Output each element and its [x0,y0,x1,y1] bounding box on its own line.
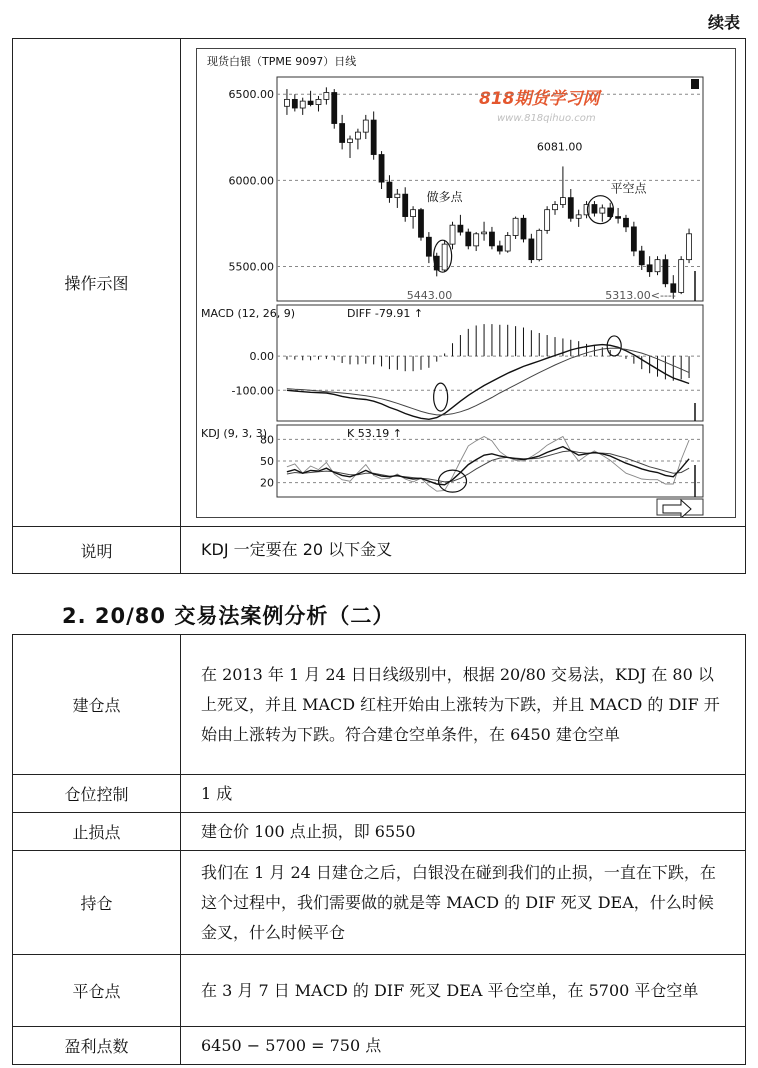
candle-body [379,154,384,182]
candle-body [631,226,636,250]
stoploss-text: 建仓价 100 点止损，即 6550 [181,813,746,851]
high-price-label: 6081.00 [536,139,583,153]
kdj-tick-label: 20 [260,476,274,490]
candle-body [663,259,668,283]
low-price-label: 5313.00<---- [605,288,676,302]
candle-body [568,197,573,218]
note-text: KDJ 一定要在 20 以下金叉 [181,527,746,574]
row-label-stoploss: 止损点 [13,813,181,851]
kdj-k-line [287,446,689,484]
candle-body [292,99,297,108]
section-title: 2. 20/80 交易法案例分析（二） [62,604,395,628]
row-label-holding: 持仓 [13,851,181,955]
price-tick-label: 6000.00 [228,173,274,187]
row-label-position: 仓位控制 [13,775,181,813]
candle-body [600,207,605,212]
candle-body [560,197,565,204]
candle-body [655,259,660,271]
table-row [13,813,746,851]
kdj-tick-label: 50 [260,454,274,468]
candle-body [450,225,455,244]
entry-text: 在 2013 年 1 月 24 日日线级别中，根据 20/80 交易法，KDJ 在 80 以上死叉，并且 MACD 红柱开始由上涨转为下跌，并且 MACD 的 DIF 开始由上涨转为下跌。符合建仓空单条件，在 6450 建仓空单 [181,635,746,775]
candle-body [332,92,337,123]
row-label-chart: 操作示图 [13,39,181,527]
candle-body [623,218,628,227]
table-row [13,635,746,775]
candle-body [442,244,447,270]
watermark-url: www.818qihuo.com [497,112,596,124]
position-text: 1 成 [181,775,746,813]
candle-body [403,194,408,216]
candle-body [371,120,376,154]
kdj-d-line [287,450,689,481]
candle-body [497,245,502,250]
candle-body [521,218,526,239]
candle-body [482,232,487,234]
continued-label: 续表 [707,13,740,32]
candle-body [545,209,550,230]
scroll-marker [691,79,699,89]
chart-cell [181,39,746,527]
macd-dea-line [287,348,689,415]
candle-body [411,209,416,216]
holding-text: 我们在 1 月 24 日建仓之后，白银没在碰到我们的止损，一直在下跌，在这个过程中，我们需要做的就是等 MACD 的 DIF 死叉 DEA，什么时候金叉，什么时候平仓 [181,851,746,955]
candle-body [489,232,494,246]
macd-panel-frame [277,305,703,421]
candle-body [537,230,542,259]
candle-body [639,251,644,265]
candle-body [308,101,313,104]
table-row [13,955,746,1027]
candle-body [300,101,305,108]
candle-body [616,216,621,218]
candle-body [592,204,597,213]
kdj-label: KDJ (9, 3, 3) [201,426,267,440]
price-tick-label: 6500.00 [228,87,274,101]
macd-label: MACD (12, 26, 9) [201,306,296,320]
long-entry-label: 做多点 [426,189,463,204]
table-row [13,851,746,955]
candle-body [679,259,684,292]
macd-tick-label: -100.00 [231,383,274,397]
candle-body [458,225,463,232]
case-table [12,634,746,1065]
macd-tick-label: 0.00 [249,349,274,363]
chart-figure [196,48,736,518]
candle-body [340,123,345,142]
candle-body [418,209,423,237]
candle-body [466,232,471,246]
candle-body [576,214,581,217]
kdj-tick-label: 80 [260,432,274,446]
chart-title: 现货白银（TPME 9097）日线 [207,54,357,68]
candle-body [324,92,329,99]
candle-body [387,182,392,198]
table-row [13,1027,746,1065]
candle-body [316,99,321,104]
kdj-readout: K 53.19 ↑ [347,426,402,440]
candle-body [363,120,368,132]
candle-body [553,204,558,209]
table-row [13,775,746,813]
candle-body [355,132,360,139]
row-label-entry: 建仓点 [13,635,181,775]
price-tick-label: 5500.00 [228,260,274,274]
candle-body [505,235,510,251]
row-label-profit: 盈利点数 [13,1027,181,1065]
macd-cross-circle [434,383,448,411]
candle-body [529,238,534,259]
table-row [13,39,746,527]
watermark-brand: 818期货学习网 [479,88,600,109]
exit-text: 在 3 月 7 日 MACD 的 DIF 死叉 DEA 平仓空单，在 5700 平仓空单 [181,955,746,1027]
row-label-note: 说明 [13,527,181,574]
candle-body [687,233,692,259]
table-row [13,527,746,574]
candle-body [513,218,518,235]
candle-body [647,264,652,271]
price-chart [197,49,735,517]
macd-readout: DIFF -79.91 ↑ [347,306,424,320]
candle-body [474,233,479,245]
operation-table [12,38,746,574]
cover-short-label: 平空点 [610,180,647,195]
candle-body [426,237,431,256]
row-label-exit: 平仓点 [13,955,181,1027]
profit-text: 6450 − 5700 = 750 点 [181,1027,746,1065]
candle-body [348,139,353,142]
candle-body [395,194,400,197]
low-price-label: 5443.00 [406,288,453,302]
candle-body [284,99,289,106]
